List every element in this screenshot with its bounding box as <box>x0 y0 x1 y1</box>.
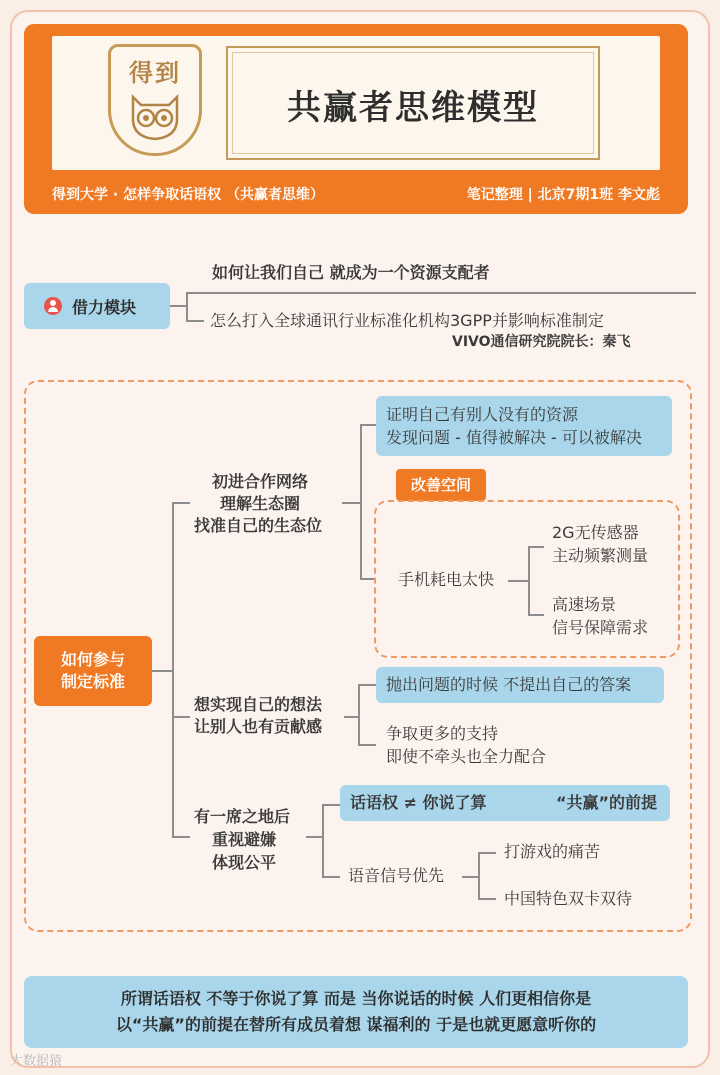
connector <box>358 684 360 746</box>
branch3-leaf-2: 中国特色双卡双待 <box>504 889 633 908</box>
connector <box>152 670 172 672</box>
branch3-leaf-1: 打游戏的痛苦 <box>504 842 601 861</box>
owl-icon <box>125 89 185 141</box>
module-node <box>24 283 170 329</box>
connector <box>360 424 376 426</box>
connector <box>186 292 696 294</box>
branch2-highlight <box>376 667 664 703</box>
connector <box>186 320 204 322</box>
root-node <box>34 636 152 706</box>
summary-line-1: 所谓话语权 不等于你说了算 而是 当你说话的时候 人们更相信你是 <box>120 989 592 1008</box>
highlight-line-1: 证明自己有别人没有的资源 <box>386 405 579 424</box>
page-title: 共赢者思维模型 <box>287 88 539 128</box>
summary-line-2: 以“共赢”的前提在替所有成员着想 谋福利的 于是也就更愿意听你的 <box>115 1015 597 1034</box>
connector <box>322 876 340 878</box>
title-box <box>226 46 600 160</box>
connector <box>478 898 496 900</box>
cause1-line-1: 2G无传感器 <box>552 523 639 542</box>
branch3-line-3: 体现公平 <box>212 853 277 872</box>
connector <box>172 502 174 838</box>
connector <box>172 716 190 718</box>
cause2-line-1: 高速场景 <box>552 595 617 614</box>
connector <box>186 292 188 322</box>
dedao-logo <box>108 44 202 156</box>
branch3-highlight-right: “共赢”的前提 <box>556 793 658 812</box>
connector <box>358 744 376 746</box>
branch3-highlight <box>340 785 670 821</box>
connector <box>360 424 362 580</box>
branch3-sub: 语音信号优先 <box>348 866 445 885</box>
module-question-2: 怎么打入全球通讯行业标准化机构3GPP并影响标准制定 <box>210 311 604 330</box>
root-line-1: 如何参与 <box>60 650 125 669</box>
author-credit: 笔记整理 | 北京7期1班 李文彪 <box>466 187 660 203</box>
connector <box>172 836 190 838</box>
module-label: 借力模块 <box>72 298 137 317</box>
improve-tag: 改善空间 <box>396 469 486 501</box>
module-question-1: 如何让我们自己 就成为一个资源支配者 <box>212 263 490 282</box>
root-line-2: 制定标准 <box>60 672 125 691</box>
branch3-line-2: 重视避嫌 <box>212 830 277 849</box>
connector <box>478 852 496 854</box>
connector <box>342 502 362 504</box>
branch3-highlight-left: 话语权 ≠ 你说了算 <box>350 793 487 812</box>
branch2-line-1: 想实现自己的想法 <box>194 695 323 714</box>
branch3-line-1: 有一席之地后 <box>194 807 291 826</box>
branch2-highlight-text: 抛出问题的时候 不提出自己的答案 <box>386 675 632 694</box>
branch1-line-3: 找准自己的生态位 <box>194 516 323 535</box>
cause1-line-2: 主动频繁测量 <box>552 546 649 565</box>
problem-node: 手机耗电太快 <box>398 570 495 589</box>
connector <box>170 305 186 307</box>
connector <box>322 804 324 878</box>
watermark: 大数据猿 <box>10 1054 63 1069</box>
highlight-line-2: 发现问题 - 值得被解决 - 可以被解决 <box>386 428 642 447</box>
connector <box>322 804 340 806</box>
branch2-plain-1: 争取更多的支持 <box>386 724 499 743</box>
cause2-line-2: 信号保障需求 <box>552 618 649 637</box>
branch1-highlight <box>376 396 672 456</box>
module-source: VIVO通信研究院院长：秦飞 <box>452 334 631 350</box>
branch2-plain-2: 即使不牵头也全力配合 <box>386 747 547 766</box>
connector <box>528 614 544 616</box>
course-subtitle: 得到大学 · 怎样争取话语权 （共赢者思维） <box>52 187 324 203</box>
connector <box>528 546 530 616</box>
branch2-line-2: 让别人也有贡献感 <box>194 717 323 736</box>
connector <box>172 502 190 504</box>
user-icon <box>44 297 62 315</box>
connector <box>528 546 544 548</box>
connector <box>478 852 480 900</box>
connector <box>358 684 376 686</box>
summary-box <box>24 976 688 1048</box>
logo-text: 得到 <box>129 59 181 87</box>
branch1-line-2: 理解生态圈 <box>220 494 301 513</box>
connector <box>508 580 528 582</box>
branch1-line-1: 初进合作网络 <box>212 472 309 491</box>
